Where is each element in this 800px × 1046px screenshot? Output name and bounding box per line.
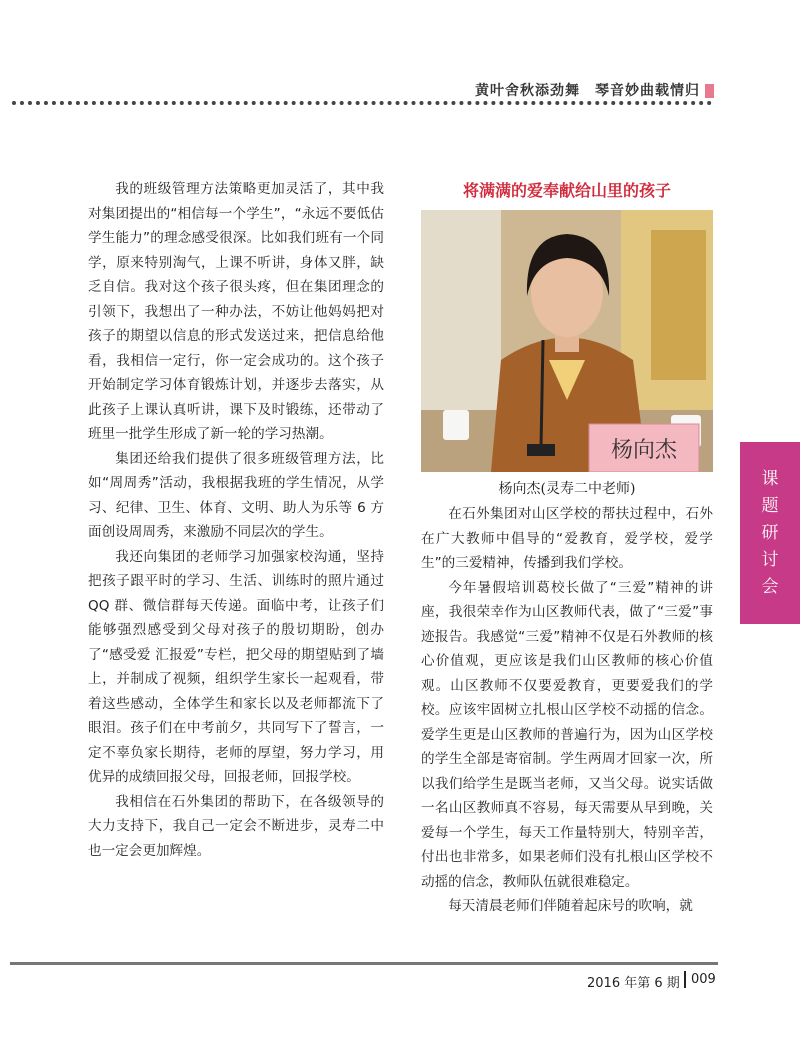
header-dotted-rule: [12, 101, 712, 105]
portrait-photo: [421, 210, 713, 472]
left-column: [88, 177, 384, 863]
section-side-tab: [740, 442, 800, 624]
right-paragraph-1: 在石外集团对山区学校的帮扶过程中，石外在广大教师中倡导的“爱教育，爱学校，爱学生”的三爱精神，传播到我们学校。: [421, 506, 713, 571]
left-paragraph-4: 我相信在石外集团的帮助下，在各级领导的大力支持下，我自己一定会不断进步，灵寿二中也一定会更加辉煌。: [88, 793, 384, 859]
right-paragraph-2: 今年暑假培训葛校长做了“三爱”精神的讲座，我很荣幸作为山区教师代表，做了“三爱”事迹报告。我感觉“三爱”精神不仅是石外教师的核心价值观，更应该是我们山区教师的核心价值观。山区教师不仅要爱教育，更要爱我们的学校。应该牢固树立扎根山区学校不动摇的信念。爱学生更是山区教师的普遍行为，因为山区学校的学生全部是寄宿制。学生两周才回家一次，所以我们给学生是既当老师，又当父母。说实话做一名山区教师真不容易，每天需要从早到晚，关爱每一个学生，每天工作量特别大，特别辛苦，付出也非常多，如果老师们没有扎根山区学校不动摇的信念，教师队伍就很难稳定。: [421, 579, 713, 890]
side-tab-char: 课: [761, 468, 779, 489]
photo-caption: 杨向杰(灵寿二中老师): [498, 481, 636, 497]
running-header-title: 黄叶舍秋添劲舞 琴音妙曲载情归: [475, 83, 700, 99]
nameplate-text: 杨向杰: [610, 438, 678, 463]
left-paragraph-1: 我的班级管理方法策略更加灵活了，其中我对集团提出的“相信每一个学生”，“永远不要低估学生能力”的理念感受很深。比如我们班有一个同学，原来特别淘气，上课不听讲，身体又胖，缺乏自信。我对这个孩子很头疼，但在集团理念的引领下，我想出了一种办法，不妨让他妈妈把对孩子的期望以信息的形式发送过来，把信息给他看，我相信一定行，你一定会成功的。这个孩子开始制定学习体育锻炼计划，并逐步去落实，从此孩子上课认真听讲，课下及时锻练，还带动了班里一批学生形成了新一轮的学习热潮。: [88, 181, 384, 442]
page-number: 009: [691, 972, 716, 987]
portrait-illustration: [421, 210, 713, 472]
footer-divider: [684, 971, 686, 988]
footer-rule: [10, 962, 718, 965]
footer-issue: 2016 年第 6 期: [587, 976, 680, 991]
side-tab-char: 会: [761, 576, 779, 597]
side-tab-char: 研: [761, 522, 779, 543]
header-accent-square: [705, 84, 714, 98]
left-paragraph-3: 我还向集团的老师学习加强家校沟通，坚持把孩子跟平时的学习、生活、训练时的照片通过 QQ 群、微信群每天传递。面临中考，让孩子们能够强烈感受到父母对孩子的殷切期盼，创办了“感受爱 汇报爱”专栏，把父母的期望贴到了墙上，并制成了视频，组织学生家长一起观看，带着这些感动，全体学生和家长以及老师都流下了眼泪。孩子们在中考前夕，共同写下了誓言，一定不辜负家长期待，老师的厚望，努力学习，用优异的成绩回报父母，回报老师，回报学校。: [88, 548, 384, 785]
article-title: 将满满的爱奉献给山里的孩子: [462, 181, 671, 200]
side-tab-char: 讨: [761, 549, 779, 570]
left-paragraph-2: 集团还给我们提供了很多班级管理方法，比如“周周秀”活动，我根据我班的学生情况，从学习、纪律、卫生、体育、文明、助人为乐等 6 方面创设周周秀，来激励不同层次的学生。: [88, 450, 384, 540]
right-paragraph-3: 每天清晨老师们伴随着起床号的吹响，就: [448, 898, 693, 914]
side-tab-char: 题: [761, 495, 779, 516]
right-column: [421, 502, 713, 919]
